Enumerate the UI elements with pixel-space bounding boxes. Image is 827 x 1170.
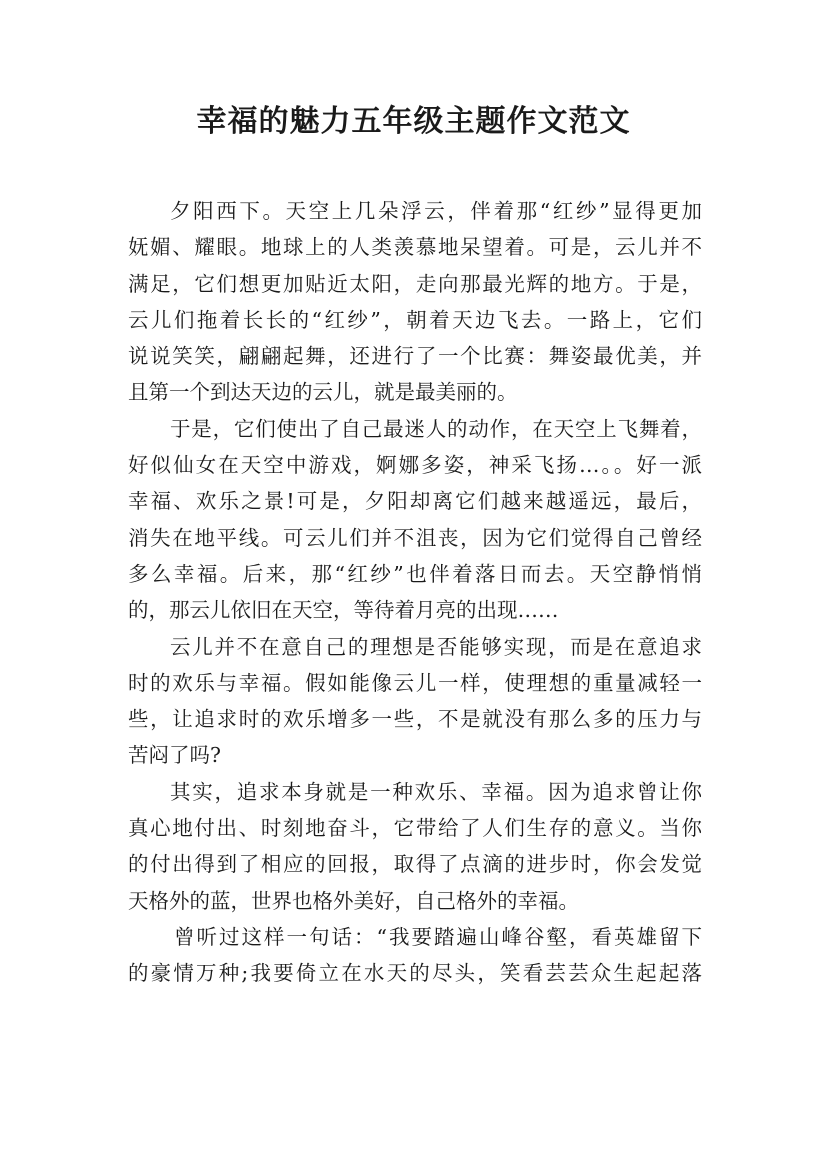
paragraph-1-line-5: 说说笑笑，翩翩起舞，还进行了一个比赛：舞姿最优美，并 xyxy=(128,344,702,369)
paragraph-1-line-3: 满足，它们想更加贴近太阳，走向那最光辉的地方。于是， xyxy=(128,271,702,296)
paragraph-1-line-4: 云儿们拖着长长的“红纱”，朝着天边飞去。一路上，它们 xyxy=(128,307,702,332)
paragraph-1-line-1: 夕阳西下。天空上几朵浮云，伴着那“红纱”显得更加 xyxy=(170,199,702,223)
paragraph-3-line-4: 苦闷了吗? xyxy=(128,743,221,768)
paragraph-2-line-5: 多么幸福。后来，那“红纱”也伴着落日而去。天空静悄悄 xyxy=(128,561,702,586)
paragraph-1-line-2: 妩媚、耀眼。地球上的人类羡慕地呆望着。可是，云儿并不 xyxy=(128,235,702,260)
paragraph-4-line-2: 真心地付出、时刻地奋斗，它带给了人们生存的意义。当你 xyxy=(128,816,702,841)
paragraph-4-line-3: 的付出得到了相应的回报，取得了点滴的进步时，你会发觉 xyxy=(128,852,702,877)
paragraph-2-line-6: 的，那云儿依旧在天空，等待着月亮的出现…… xyxy=(128,598,559,623)
paragraph-1-line-6: 且第一个到达天边的云儿，就是最美丽的。 xyxy=(128,380,518,405)
paragraph-4-line-1: 其实，追求本身就是一种欢乐、幸福。因为追求曾让你 xyxy=(170,779,702,804)
paragraph-3-line-2: 时的欢乐与幸福。假如能像云儿一样，使理想的重量减轻一 xyxy=(128,670,702,695)
paragraph-5-line-1: 曾听过这样一句话：“我要踏遍山峰谷壑，看英雄留下 xyxy=(174,924,702,949)
paragraph-3-line-1: 云儿并不在意自己的理想是否能够实现，而是在意追求 xyxy=(170,634,702,659)
document-body xyxy=(128,193,702,992)
paragraph-4-line-4: 天格外的蓝，世界也格外美好，自己格外的幸福。 xyxy=(128,888,579,913)
paragraph-3-line-3: 些，让追求时的欢乐增多一些，不是就没有那么多的压力与 xyxy=(128,707,702,732)
paragraph-2-line-3: 幸福、欢乐之景!可是，夕阳却离它们越来越遥远，最后， xyxy=(128,489,702,514)
paragraph-2-line-4: 消失在地平线。可云儿们并不沮丧，因为它们觉得自己曾经 xyxy=(128,525,702,550)
document-title: 幸福的魅力五年级主题作文范文 xyxy=(196,104,631,139)
paragraph-2-line-1: 于是，它们使出了自己最迷人的动作，在天空上飞舞着， xyxy=(170,416,702,441)
paragraph-2-line-2: 好似仙女在天空中游戏，婀娜多姿，神采飞扬…。。好一派 xyxy=(128,453,702,478)
paragraph-5-line-2: 的豪情万种;我要倚立在水天的尽头，笑看芸芸众生起起落 xyxy=(128,961,702,986)
